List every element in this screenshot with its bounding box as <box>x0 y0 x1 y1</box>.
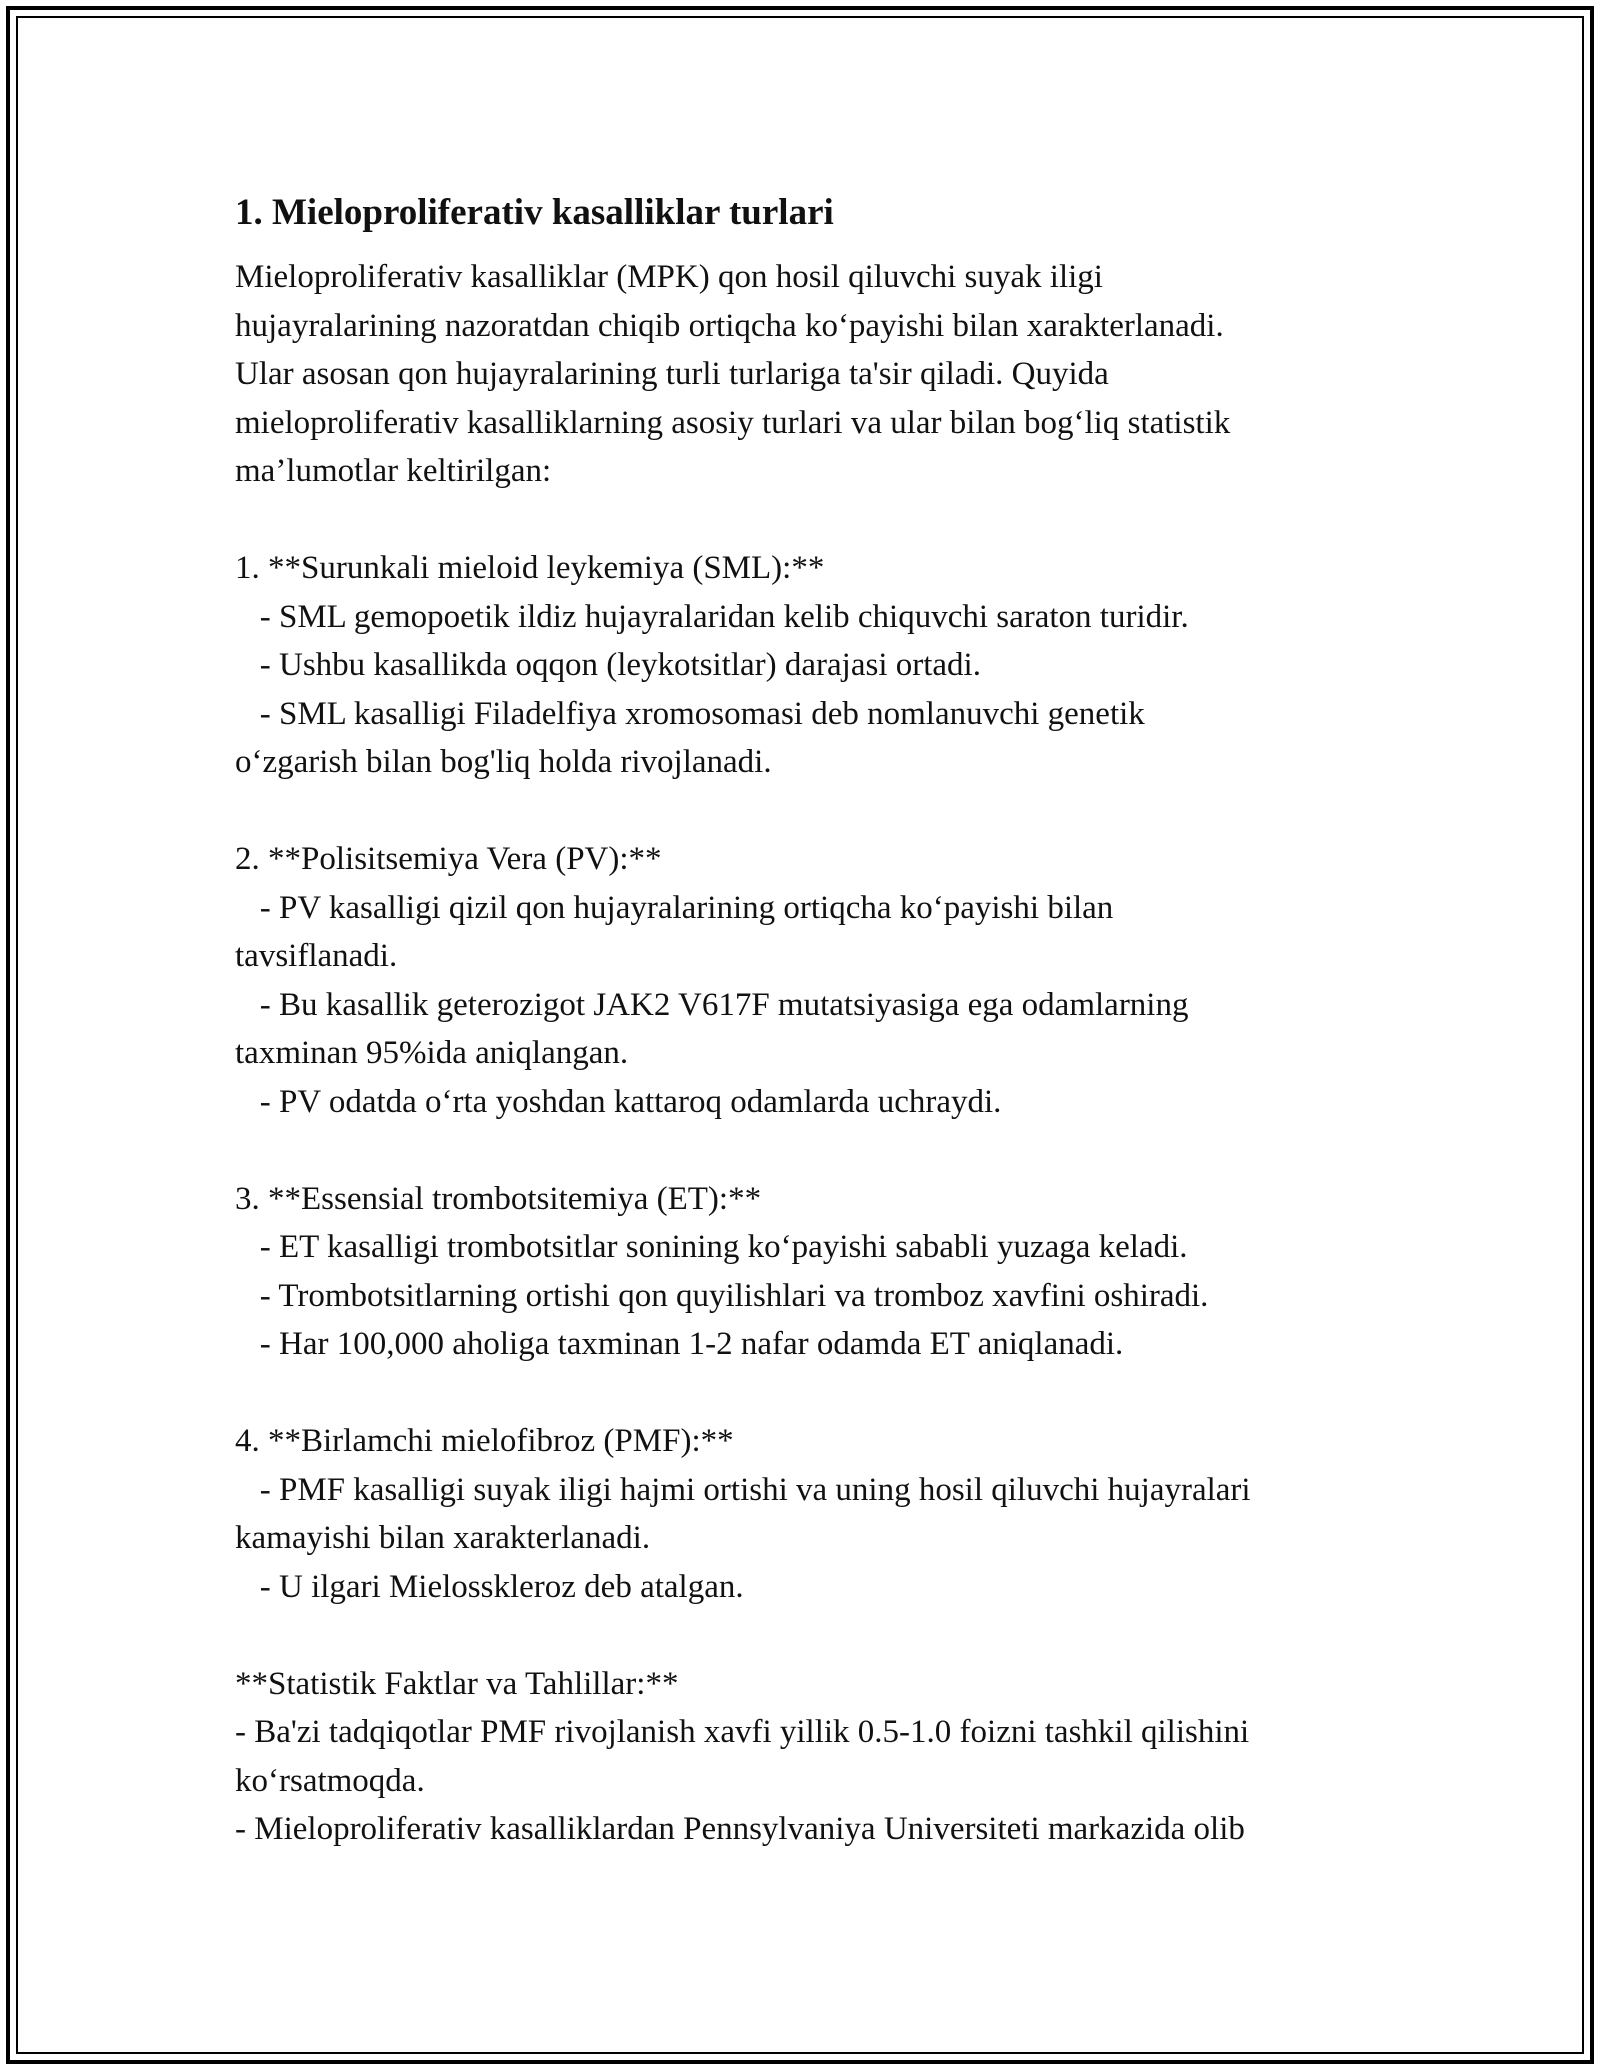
text-line: - Mieloproliferativ kasalliklardan Pennsylvaniya Universiteti markazida olib <box>235 1811 1245 1847</box>
text-line: 1. **Surunkali mieloid leykemiya (SML):** <box>235 550 825 586</box>
document-body <box>235 253 1415 1854</box>
text-line: - SML gemopoetik ildiz hujayralaridan kelib chiquvchi saraton turidir. <box>235 598 1189 635</box>
text-line: - PV kasalligi qizil qon hujayralarining ortiqcha ko‘payishi bilan <box>235 889 1114 926</box>
text-line: ko‘rsatmoqda. <box>235 1762 425 1799</box>
text-line: Mieloproliferativ kasalliklar (MPK) qon hosil qiluvchi suyak iligi <box>235 259 1103 295</box>
blank-line <box>235 1611 1415 1660</box>
text-line: taxminan 95%ida aniqlangan. <box>235 1035 629 1071</box>
blank-line <box>235 1369 1415 1418</box>
text-line: - Ba'zi tadqiqotlar PMF rivojlanish xavfi yillik 0.5-1.0 foizni tashkil qilishini <box>235 1714 1250 1750</box>
text-line: - U ilgari Mielosskleroz deb atalgan. <box>235 1568 744 1605</box>
text-line: tavsiflanadi. <box>235 938 398 974</box>
text-line: - Trombotsitlarning ortishi qon quyilishlari va tromboz xavfini oshiradi. <box>235 1277 1209 1314</box>
text-line: **Statistik Faktlar va Tahlillar:** <box>235 1665 679 1702</box>
text-line: 2. **Polisitsemiya Vera (PV):** <box>235 841 662 877</box>
blank-line <box>235 496 1415 545</box>
text-line: - SML kasalligi Filadelfiya xromosomasi deb nomlanuvchi genetik <box>235 695 1145 732</box>
text-line: hujayralarining nazoratdan chiqib ortiqcha ko‘payishi bilan xarakterlanadi. <box>235 307 1224 344</box>
text-line: - Ushbu kasallikda oqqon (leykotsitlar) darajasi ortadi. <box>235 647 981 683</box>
text-line: - PV odatda o‘rta yoshdan kattaroq odamlarda uchraydi. <box>235 1083 1002 1120</box>
text-line: o‘zgarish bilan bog'liq holda rivojlanadi. <box>235 744 772 780</box>
text-line: kamayishi bilan xarakterlanadi. <box>235 1520 651 1556</box>
text-line: - Har 100,000 aholiga taxminan 1-2 nafar odamda ET aniqlanadi. <box>235 1326 1124 1362</box>
text-line: - ET kasalligi trombotsitlar sonining ko‘payishi sababli yuzaga keladi. <box>235 1229 1188 1265</box>
document-title: 1. Mieloproliferativ kasalliklar turlari <box>235 192 834 233</box>
blank-line <box>235 787 1415 836</box>
blank-line <box>235 1126 1415 1175</box>
text-line: 3. **Essensial trombotsitemiya (ET):** <box>235 1180 762 1217</box>
text-line: - PMF kasalligi suyak iligi hajmi ortishi va uning hosil qiluvchi hujayralari <box>235 1471 1251 1508</box>
text-line: 4. **Birlamchi mielofibroz (PMF):** <box>235 1423 734 1459</box>
document-content <box>235 183 1415 1854</box>
text-line: ma’lumotlar keltirilgan: <box>235 453 552 489</box>
text-line: - Bu kasallik geterozigot JAK2 V617F mutatsiyasiga ega odamlarning <box>235 986 1189 1023</box>
text-line: mieloproliferativ kasalliklarning asosiy turlari va ular bilan bog‘liq statistik <box>235 404 1231 441</box>
text-line: Ular asosan qon hujayralarining turli turlariga ta'sir qiladi. Quyida <box>235 356 1109 392</box>
